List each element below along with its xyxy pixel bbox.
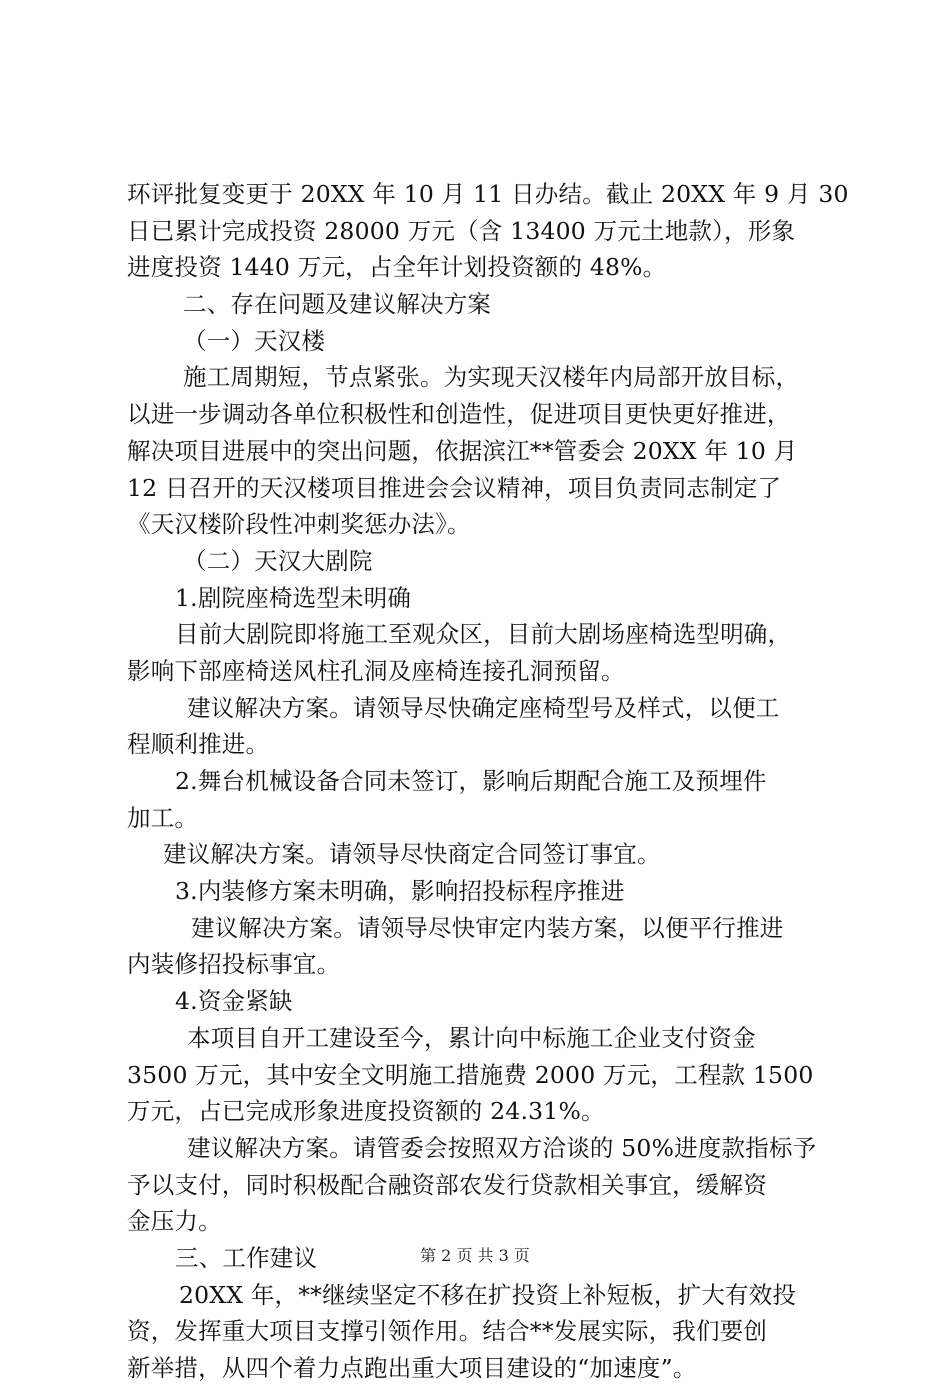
body-line: 以进一步调动各单位积极性和创造性，促进项目更快更好推进， <box>127 400 791 429</box>
body-line: 予以支付，同时积极配合融资部农发行贷款相关事宜，缓解资 <box>127 1170 767 1199</box>
body-line: 20XX 年，**继续坚定不移在扩投资上补短板，扩大有效投 <box>179 1280 797 1309</box>
body-line: 新举措，从四个着力点跑出重大项目建设的“加速度”。 <box>127 1354 697 1382</box>
body-line: 资，发挥重大项目支撑引领作用。结合**发展实际，我们要创 <box>127 1317 768 1346</box>
item-heading-1: 1.剧院座椅选型未明确 <box>175 583 412 612</box>
section-heading-3: 三、工作建议 <box>175 1243 318 1272</box>
body-line: 建议解决方案。请领导尽快商定合同签订事宜。 <box>163 840 661 869</box>
section-heading-2: 二、存在问题及建议解决方案 <box>183 290 492 319</box>
body-line: 解决项目进展中的突出问题，依据滨江**管委会 20XX 年 10 月 <box>127 436 798 465</box>
body-line: 加工。 <box>127 803 199 832</box>
body-line: 金压力。 <box>127 1207 222 1236</box>
body-line: 施工周期短，节点紧张。为实现天汉楼年内局部开放目标， <box>183 363 800 392</box>
subsection-heading-1: （一）天汉楼 <box>183 326 326 355</box>
body-line: 建议解决方案。请领导尽快确定座椅型号及样式，以便工 <box>187 693 780 722</box>
body-line: 内装修招投标事宜。 <box>127 950 341 979</box>
page-footer: 第 2 页 共 3 页 <box>420 1246 530 1265</box>
body-line: 12 日召开的天汉楼项目推进会会议精神，项目负责同志制定了 <box>127 473 782 502</box>
body-line: 环评批复变更于 20XX 年 10 月 11 日办结。截止 20XX 年 9 月 30 <box>127 180 849 208</box>
body-line: 万元，占已完成形象进度投资额的 24.31%。 <box>127 1097 605 1126</box>
item-heading-2: 2.舞台机械设备合同未签订，影响后期配合施工及预埋件 <box>175 767 767 795</box>
item-heading-4: 4.资金紧缺 <box>175 987 293 1016</box>
item-heading-3: 3.内装修方案未明确，影响招投标程序推进 <box>175 877 625 906</box>
body-line: 影响下部座椅送风柱孔洞及座椅连接孔洞预留。 <box>127 656 625 685</box>
body-line: 进度投资 1440 万元，占全年计划投资额的 48%。 <box>127 253 667 282</box>
body-line: 建议解决方案。请领导尽快审定内装方案，以便平行推进 <box>191 913 784 942</box>
body-line: 《天汉楼阶段性冲刺奖惩办法》。 <box>127 510 471 539</box>
body-line: 程顺利推进。 <box>127 730 270 759</box>
subsection-heading-2: （二）天汉大剧院 <box>183 546 373 575</box>
body-line: 目前大剧院即将施工至观众区，目前大剧场座椅选型明确， <box>175 620 792 649</box>
body-line: 本项目自开工建设至今，累计向中标施工企业支付资金 <box>187 1023 756 1052</box>
document-body <box>127 176 849 1387</box>
body-line: 日已累计完成投资 28000 万元（含 13400 万元土地款），形象 <box>127 216 796 245</box>
body-line: 3500 万元，其中安全文明施工措施费 2000 万元，工程款 1500 <box>127 1060 814 1089</box>
body-line: 建议解决方案。请管委会按照双方洽谈的 50%进度款指标予 <box>187 1133 817 1162</box>
